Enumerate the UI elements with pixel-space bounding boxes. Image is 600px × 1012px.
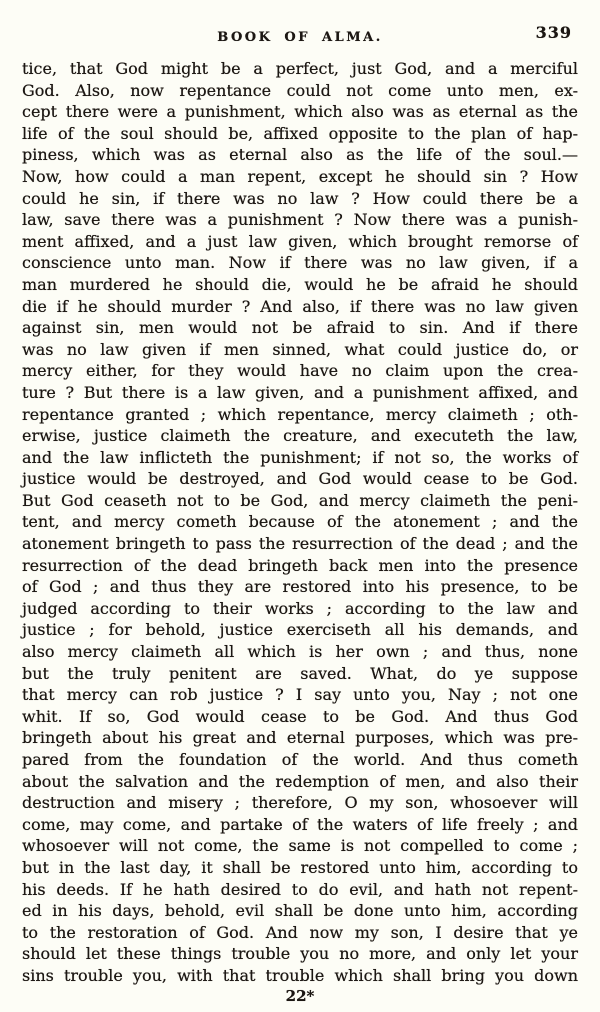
text-line: whit. If so, God would cease to be God. And thus God (22, 706, 578, 726)
text-line: repentance granted ; which repentance, mercy claimeth ; oth- (22, 404, 578, 424)
text-line: pared from the foundation of the world. And thus cometh (22, 750, 578, 769)
text-line: come, may come, and partake of the waters of life freely ; and (22, 814, 578, 834)
text-line: tice, that God might be a perfect, just God, and a merciful (22, 59, 578, 78)
text-line: should let these things trouble you no more, and only let your (22, 944, 578, 964)
text-line: resurrection of the dead bringeth back men into the presence (22, 555, 578, 575)
text-line: piness, which was as eternal also as the life of the soul.— (22, 145, 578, 165)
text-line: But God ceaseth not to be God, and mercy claimeth the peni- (22, 490, 578, 510)
text-line: his deeds. If he hath desired to do evil, and hath not repent- (22, 879, 578, 899)
page-number: 339 (535, 23, 572, 42)
text-line: man murdered he should die, would he be afraid he should (22, 274, 578, 294)
text-line: conscience unto man. Now if there was no law given, if a (22, 253, 578, 273)
text-line: that mercy can rob justice ? I say unto you, Nay ; not one (22, 685, 578, 705)
text-line: justice ; for behold, justice exerciseth all his demands, and (22, 620, 578, 640)
page-body (22, 58, 578, 987)
text-line: law, save there was a punishment ? Now there was a punish- (22, 210, 578, 230)
text-line: whosoever will not come, the same is not compelled to come ; (22, 836, 578, 856)
text-line: judged according to their works ; according to the law and (22, 598, 578, 618)
text-line: tent, and mercy cometh because of the atonement ; and the (22, 512, 578, 532)
signature-mark: 22* (285, 986, 315, 1005)
text-line: mercy either, for they would have no claim upon the crea- (22, 361, 578, 381)
page-footer (22, 988, 578, 1004)
running-header (22, 23, 578, 45)
text-line: atonement bringeth to pass the resurrection of the dead ; and the (22, 534, 578, 554)
text-line: God. Also, now repentance could not come unto men, ex- (22, 80, 578, 100)
text-line: but the truly penitent are saved. What, do ye suppose (22, 663, 578, 683)
text-line: to the restoration of God. And now my son, I desire that ye (22, 922, 578, 942)
running-title: BOOK OF ALMA. (217, 30, 383, 45)
text-line: destruction and misery ; therefore, O my son, whosoever will (22, 793, 578, 813)
text-line: could he sin, if there was no law ? How could there be a (22, 188, 578, 208)
text-line: of God ; and thus they are restored into his presence, to be (22, 577, 578, 597)
text-line: life of the soul should be, affixed opposite to the plan of hap- (22, 123, 578, 143)
text-line: justice would be destroyed, and God would cease to be God. (22, 469, 578, 489)
text-line: die if he should murder ? And also, if there was no law given (22, 296, 578, 316)
text-line: erwise, justice claimeth the creature, and executeth the law, (22, 426, 578, 446)
text-line: also mercy claimeth all which is her own ; and thus, none (22, 642, 578, 662)
text-line: against sin, men would not be afraid to sin. And if there (22, 318, 578, 338)
text-line: and the law inflicteth the punishment; if not so, the works of (22, 447, 578, 467)
text-line: ture ? But there is a law given, and a punishment affixed, and (22, 382, 578, 402)
text-line: but in the last day, it shall be restored unto him, according to (22, 857, 578, 877)
text-line: bringeth about his great and eternal purposes, which was pre- (22, 728, 578, 748)
text-line: cept there were a punishment, which also was as eternal as the (22, 102, 578, 122)
text-line: Now, how could a man repent, except he should sin ? How (22, 166, 578, 186)
text-line: ment affixed, and a just law given, which brought remorse of (22, 231, 578, 251)
text-line: sins trouble you, with that trouble which shall bring you down (22, 965, 578, 985)
text-line: about the salvation and the redemption of men, and also their (22, 771, 578, 791)
text-line: ed in his days, behold, evil shall be done unto him, according (22, 901, 578, 921)
text-line: was no law given if men sinned, what could justice do, or (22, 339, 578, 359)
